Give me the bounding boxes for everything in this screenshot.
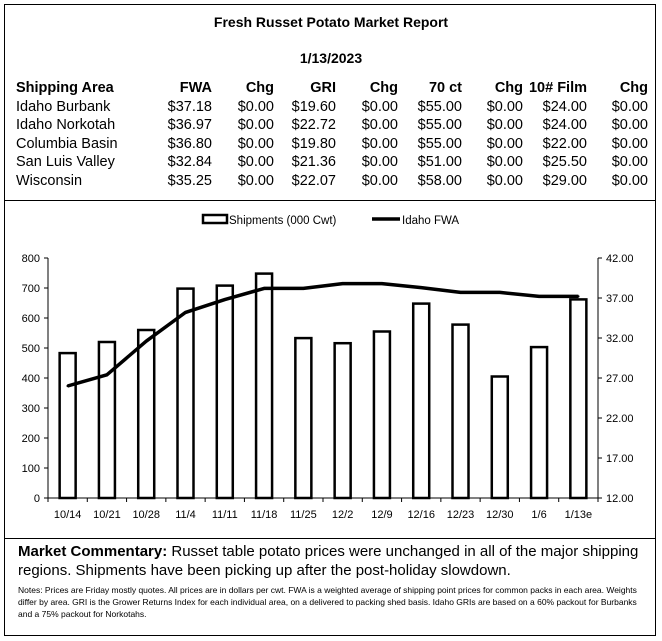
x-tick-label: 1/13e <box>564 509 593 521</box>
col-header-10lb-film: 10# Film <box>528 80 587 97</box>
table-cell: $0.00 <box>611 117 648 134</box>
table-cell: $0.00 <box>361 98 398 115</box>
idaho-fwa-point <box>263 287 265 289</box>
x-tick-label: 10/14 <box>53 509 82 521</box>
table-cell: $0.00 <box>237 172 274 189</box>
x-tick-label: 11/4 <box>175 509 196 521</box>
legend-shipments-swatch <box>203 215 227 223</box>
idaho-fwa-point <box>224 298 226 300</box>
shipments-bar <box>570 299 586 498</box>
shipments-bar <box>178 289 194 498</box>
table-cell: $22.72 <box>291 117 336 134</box>
table-cell: $22.07 <box>291 172 336 189</box>
table-cell: $0.00 <box>237 117 274 134</box>
table-cell: $0.00 <box>486 135 523 152</box>
shipments-bar <box>413 304 429 498</box>
idaho-fwa-point <box>184 311 186 313</box>
idaho-fwa-point <box>302 287 304 289</box>
x-tick-label: 12/9 <box>371 509 393 521</box>
col-header-gri: GRI <box>310 80 336 97</box>
table-cell: $24.00 <box>542 117 587 134</box>
commentary-text: Russet table potato prices were unchanged in all of the major shipping regions. Shipments have been picking up after the post-holiday slowdown. <box>18 543 639 579</box>
y-left-tick-label: 500 <box>21 343 40 355</box>
idaho-fwa-point <box>538 295 540 297</box>
table-cell: $0.00 <box>237 154 274 171</box>
table-cell: $0.00 <box>486 154 523 171</box>
y-right-tick-label: 22.00 <box>606 413 634 425</box>
col-header-fwa-chg: Chg <box>245 80 274 97</box>
idaho-fwa-point <box>145 340 147 342</box>
table-cell: $21.36 <box>291 154 336 171</box>
col-header-gri-chg: Chg <box>369 80 398 97</box>
y-left-tick-label: 300 <box>21 403 40 415</box>
table-cell: $0.00 <box>611 98 648 115</box>
y-left-tick-label: 700 <box>21 283 40 295</box>
table-cell: $24.00 <box>542 98 587 115</box>
shipments-bar <box>295 338 311 498</box>
legend-fwa-label: Idaho FWA <box>402 215 460 227</box>
table-cell: $0.00 <box>361 117 398 134</box>
col-header-70ct-chg: Chg <box>494 80 523 97</box>
x-tick-label: 1/6 <box>531 509 547 521</box>
y-left-tick-label: 0 <box>33 493 40 505</box>
shipments-bar <box>492 377 508 499</box>
table-cell: $55.00 <box>417 117 462 134</box>
shipments-bar <box>138 330 154 498</box>
y-left-tick-label: 200 <box>21 433 40 445</box>
x-tick-label: 12/30 <box>486 509 514 521</box>
x-tick-label: 12/2 <box>331 509 354 521</box>
y-right-tick-label: 27.00 <box>606 373 634 385</box>
table-cell: San Luis Valley <box>16 154 115 171</box>
table-cell: $58.00 <box>417 172 462 189</box>
idaho-fwa-point <box>577 295 579 297</box>
x-tick-label: 12/16 <box>407 509 435 521</box>
idaho-fwa-point <box>66 385 68 387</box>
y-right-tick-label: 32.00 <box>606 333 634 345</box>
x-tick-label: 12/23 <box>446 509 475 521</box>
idaho-fwa-point <box>381 282 383 284</box>
table-cell: $0.00 <box>486 117 523 134</box>
table-cell: $0.00 <box>237 98 274 115</box>
table-cell: $37.18 <box>167 98 212 115</box>
shipments-bar <box>335 343 351 498</box>
x-tick-label: 11/25 <box>289 509 317 521</box>
shipments-bar <box>453 325 469 498</box>
y-left-tick-label: 400 <box>21 373 40 385</box>
y-left-tick-label: 100 <box>21 463 40 475</box>
table-cell: $22.00 <box>542 135 587 152</box>
table-cell: $55.00 <box>417 98 462 115</box>
table-cell: $0.00 <box>361 172 398 189</box>
chart-commentary-divider <box>4 538 656 539</box>
y-right-tick-label: 12.00 <box>606 493 634 505</box>
table-cell: $0.00 <box>611 135 648 152</box>
table-cell: $55.00 <box>417 135 462 152</box>
table-cell: $32.84 <box>167 154 212 171</box>
table-cell: $25.50 <box>542 154 587 171</box>
x-tick-label: 11/11 <box>211 509 238 521</box>
report-notes: Notes: Prices are Friday mostly quotes. All prices are in dollars per cwt. FWA is a weighted average of shipping point prices for common packs in each area. Weights differ by area. GRI is the Grower Returns Index for each individual area, on a delivered to packing shed basis. Idaho GRIs are based on a 60% packout for Burbanks and a 75% packout for Norkotahs. <box>18 585 637 619</box>
shipments-bar <box>531 347 547 498</box>
table-cell: $36.80 <box>167 135 212 152</box>
shipments-bar <box>374 332 390 499</box>
y-right-tick-label: 37.00 <box>606 293 634 305</box>
table-cell: $19.60 <box>291 98 336 115</box>
y-right-tick-label: 17.00 <box>606 453 634 465</box>
y-right-tick-label: 42.00 <box>606 253 634 265</box>
idaho-fwa-point <box>499 291 501 293</box>
table-cell: $0.00 <box>361 135 398 152</box>
report-title: Fresh Russet Potato Market Report <box>213 14 449 30</box>
x-tick-label: 10/28 <box>132 509 160 521</box>
table-cell: $29.00 <box>542 172 587 189</box>
table-cell: $51.00 <box>417 154 462 171</box>
shipments-bar <box>60 353 76 498</box>
y-left-tick-label: 800 <box>21 253 40 265</box>
col-header-70ct: 70 ct <box>428 80 462 97</box>
shipments-bar <box>99 342 115 498</box>
idaho-fwa-point <box>459 291 461 293</box>
table-cell: $0.00 <box>611 154 648 171</box>
x-tick-label: 11/18 <box>250 509 278 521</box>
table-cell: $0.00 <box>237 135 274 152</box>
table-cell: Idaho Norkotah <box>16 117 116 134</box>
table-cell: Columbia Basin <box>16 135 118 152</box>
table-cell: $35.25 <box>167 172 212 189</box>
table-cell: $19.80 <box>291 135 336 152</box>
table-cell: $0.00 <box>486 98 523 115</box>
market-commentary <box>18 542 648 580</box>
commentary-heading: Market Commentary: <box>18 543 168 560</box>
x-tick-label: 10/21 <box>93 509 121 521</box>
table-cell: $36.97 <box>167 117 212 134</box>
table-cell: Idaho Burbank <box>16 98 111 115</box>
table-cell: Wisconsin <box>16 172 83 189</box>
y-left-tick-label: 600 <box>21 313 40 325</box>
legend-shipments-label: Shipments (000 Cwt) <box>229 215 337 227</box>
table-cell: $0.00 <box>611 172 648 189</box>
shipments-bar <box>217 286 233 498</box>
col-header-fwa: FWA <box>179 80 212 97</box>
col-header-10lb-film-chg: Chg <box>619 80 648 97</box>
table-cell: $0.00 <box>361 154 398 171</box>
idaho-fwa-point <box>106 374 108 376</box>
col-header-shipping-area: Shipping Area <box>16 80 114 97</box>
shipments-bar <box>256 274 272 498</box>
report-date: 1/13/2023 <box>299 50 363 66</box>
table-cell: $0.00 <box>486 172 523 189</box>
idaho-fwa-point <box>341 282 343 284</box>
idaho-fwa-point <box>420 286 422 288</box>
